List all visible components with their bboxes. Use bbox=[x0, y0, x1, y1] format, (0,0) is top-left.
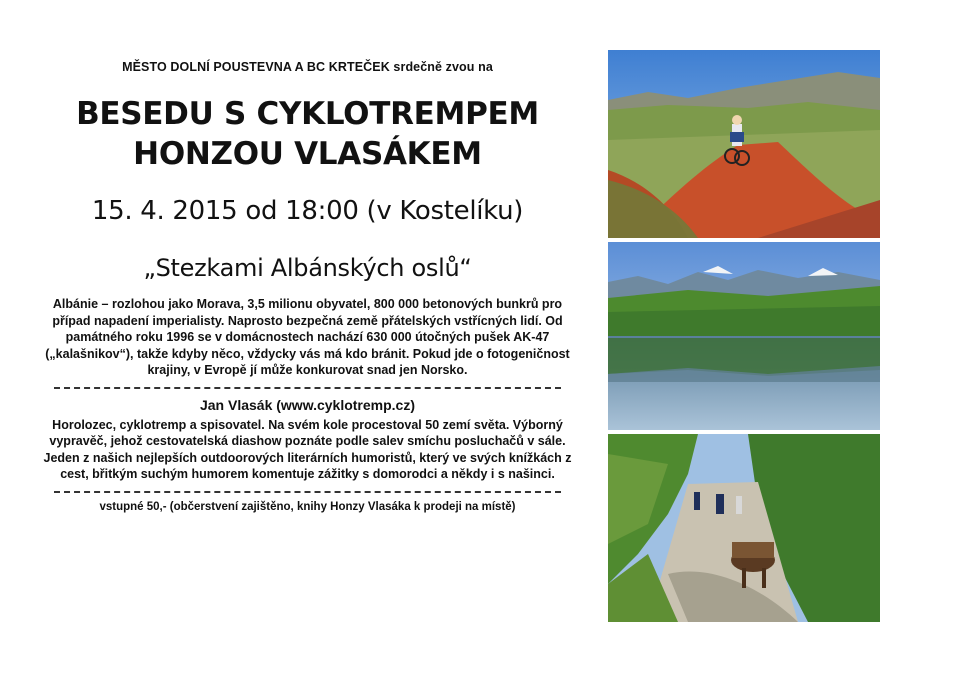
dashed-divider bbox=[54, 491, 561, 493]
albania-text: – rozlohou jako Morava, 3,5 milionu obyvatel, 800 000 betonových bunkrů pro případ napadení imperialisty. Naprosto bezpečná země přátelských vstřícných lidí. Od památného roku 1996 se v domácnostech nachází 630 000 útočných pušek AK-47 („kalašnikov“), takže kdyby něco, vždycky vás má kdo bránit. Pokud jde o fotogeničnost krajiny, v Evropě jí může konkurovat snad jen Norsko. bbox=[45, 297, 570, 377]
photo-mountain-lake bbox=[608, 242, 880, 430]
photo-donkey-path bbox=[608, 434, 880, 622]
poster-title bbox=[40, 94, 575, 174]
organizer-line: MĚSTO DOLNÍ POUSTEVNA A BC KRTEČEK srdečně zvou na bbox=[122, 60, 493, 74]
poster-text-column bbox=[40, 60, 575, 513]
admission-note: vstupné 50,- (občerstvení zajištěno, knihy Honzy Vlasáka k prodeji na místě) bbox=[99, 500, 516, 513]
talk-subtitle: „Stezkami Albánských oslů“ bbox=[143, 254, 472, 282]
poster-title-line1: BESEDU S CYKLOTREMPEM bbox=[76, 96, 539, 132]
author-paragraph: Horolozec, cyklotremp a spisovatel. Na svém kole procestoval 50 zemí světa. Výborný vypravěč, jehož cestovatelská diashow poznáte podle salev smíchu posluchačů v sále. Jeden z našich nejlepších outdoorových literárních humoristů, který ve svých knížkách z cest, břitkým suchým humorem komentuje zážitky s domorodci a někdy i s našinci. bbox=[43, 417, 572, 481]
event-date: 15. 4. 2015 od 18:00 (v Kostelíku) bbox=[91, 196, 524, 226]
photo-cyclist-trail bbox=[608, 50, 880, 238]
dashed-divider bbox=[54, 387, 561, 389]
albania-paragraph bbox=[40, 296, 575, 379]
author-heading: Jan Vlasák (www.cyklotremp.cz) bbox=[199, 396, 415, 413]
albania-lead: Albánie bbox=[52, 297, 99, 311]
photo-column bbox=[608, 50, 880, 626]
poster-title-line2: HONZOU VLASÁKEM bbox=[133, 136, 482, 172]
